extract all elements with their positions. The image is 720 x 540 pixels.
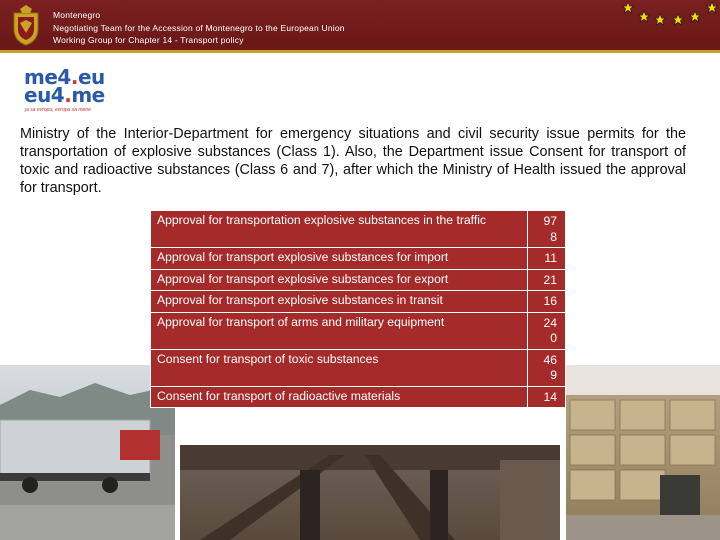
permit-count-cell xyxy=(528,386,566,408)
permit-count-cell xyxy=(528,248,566,270)
permit-type-cell: Approval for transport explosive substances for export xyxy=(151,269,528,291)
body-paragraph: Ministry of the Interior-Department for emergency situations and civil security issue permits for the transportation of explosive substances (Class 1). Also, the Department issue Consent for transport of toxic and radioactive substances (Class 6 and 7), after which the Ministry of Health issued the approval for transport. xyxy=(20,126,686,196)
permit-count-cell xyxy=(528,291,566,313)
permit-type-cell: Approval for transport of arms and military equipment xyxy=(151,312,528,349)
table-row xyxy=(151,386,566,408)
permit-count-line-1: 14 xyxy=(543,389,557,404)
railway-photo xyxy=(180,445,560,540)
eu-stars-icon xyxy=(600,0,720,30)
logo-tagline: ja sa evropu, evropa sa mene xyxy=(25,107,91,113)
header-working-group: Working Group for Chapter 14 - Transport policy xyxy=(53,35,244,45)
permit-type-cell: Approval for transport explosive substances in transit xyxy=(151,291,528,313)
permit-type-cell: Approval for transportation explosive substances in the traffic xyxy=(151,211,528,248)
permit-type-cell: Consent for transport of toxic substances xyxy=(151,349,528,386)
permit-count-line-2: 9 xyxy=(550,368,557,382)
logo-line-1: me4.eu xyxy=(24,65,105,89)
permit-count-line-2: 0 xyxy=(550,331,557,345)
header-band xyxy=(0,0,720,50)
permit-count-line-1: 21 xyxy=(543,272,557,287)
header-divider xyxy=(0,50,720,53)
permit-count-line-1: 11 xyxy=(544,251,557,265)
header-team: Negotiating Team for the Accession of Montenegro to the European Union xyxy=(53,22,345,33)
permit-type-cell: Approval for transport explosive substances for import xyxy=(151,248,528,270)
trucks-photo xyxy=(0,365,175,540)
header-text xyxy=(53,9,345,47)
header-country: Montenegro xyxy=(53,10,101,20)
permit-type-cell: Consent for transport of radioactive materials xyxy=(151,386,528,408)
logo-line-2: eu4.me xyxy=(24,83,105,107)
warehouse-photo xyxy=(566,365,720,540)
table-row xyxy=(151,248,566,270)
montenegro-crest-icon xyxy=(6,3,46,47)
table-row xyxy=(151,349,566,386)
permit-count-line-1: 16 xyxy=(543,294,557,308)
permit-count-line-2: 8 xyxy=(550,229,557,244)
permit-count-cell xyxy=(528,312,566,349)
permit-count-line-1: 24 xyxy=(543,315,557,330)
permit-count-line-1: 46 xyxy=(543,352,557,367)
permit-count-cell xyxy=(528,211,566,248)
permits-table-body xyxy=(151,211,566,408)
permits-table xyxy=(150,210,566,408)
permit-count-line-1: 97 xyxy=(543,214,557,228)
table-row xyxy=(151,312,566,349)
me4eu-logo xyxy=(24,67,134,119)
table-row xyxy=(151,291,566,313)
table-row xyxy=(151,211,566,248)
permit-count-cell xyxy=(528,269,566,291)
table-row xyxy=(151,269,566,291)
permit-count-cell xyxy=(528,349,566,386)
